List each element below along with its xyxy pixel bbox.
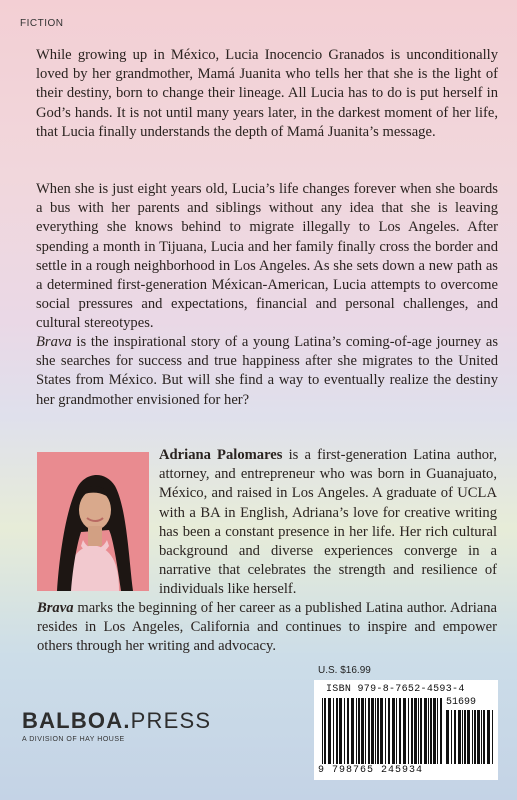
barcode-bar (339, 698, 342, 764)
barcode-bar (472, 710, 473, 764)
barcode-bar (430, 698, 432, 764)
book-title-bio: Brava (37, 600, 74, 616)
barcode-bar (396, 698, 397, 764)
barcode-bar (368, 698, 370, 764)
isbn-text: ISBN 979-8-7652-4593-4 (326, 684, 465, 695)
barcode-bar (328, 698, 331, 764)
barcode-bar (437, 698, 438, 764)
barcode-bar (487, 710, 490, 764)
barcode-bar (322, 698, 323, 764)
barcode-bar (440, 698, 442, 764)
barcode-bar (336, 698, 338, 764)
barcode-bar (375, 698, 376, 764)
barcode-bar (420, 698, 422, 764)
publisher-logo (22, 708, 211, 743)
barcode-bar (458, 710, 461, 764)
barcode-bar (433, 698, 436, 764)
barcode-bar (392, 698, 395, 764)
synopsis-paragraph-3-text: is the inspirational story of a young Latina’s coming-of-age journey as she searches for success and true happiness after she migrates to the United States from México. But will she find a way to eventually realize the destiny her grandmother envisioned for her? (36, 334, 498, 408)
barcode-bar (361, 698, 364, 764)
synopsis-paragraph-3 (36, 333, 498, 410)
barcode-bar (324, 698, 326, 764)
barcode-bar (408, 698, 409, 764)
publisher-dot: . (123, 708, 131, 733)
price-label: U.S. $16.99 (318, 665, 371, 676)
barcode-bar (351, 698, 354, 764)
book-title: Brava (36, 334, 72, 350)
barcode-bar (411, 698, 413, 764)
barcode-bar (477, 710, 480, 764)
publisher-name-bold: BALBOA (22, 708, 124, 733)
author-name: Adriana Palomares (159, 447, 283, 463)
addon-bars (446, 710, 494, 764)
barcode-bar (446, 710, 449, 764)
barcode-bar (424, 698, 427, 764)
barcode-bar (385, 698, 386, 764)
barcode-bar (414, 698, 417, 764)
barcode-bar (454, 710, 456, 764)
synopsis-paragraph-2: When she is just eight years old, Lucia’s life changes forever when she boards a bus with her parents and siblings without any idea that she is leaving everything she knows behind to migrate illegally to Los Angeles. After spending a month in Tijuana, Lucia and her family finally cross the border and settle in a rough neighborhood in Los Angeles. As she sets down a new path as a determined first-generation Méxican-American, Lucia attempts to overcome social pressures and expectations, financial and personal challenges, and cultural stereotypes. (36, 181, 498, 332)
barcode-bar (474, 710, 476, 764)
author-bio-continued (37, 599, 497, 657)
barcode-bar (403, 698, 406, 764)
synopsis-paragraph-1: While growing up in México, Lucia Inocencio Granados is unconditionally loved by her grandmother, Mamá Juanita who tells her that she is the light of their destiny, born to change their lineage. All Lucia has to do is put herself in God’s hands. It is not until many years later, in the darkest moment of her life, that Lucia finally understands the depth of Mamá Juanita’s message. (36, 47, 498, 140)
barcode-bar (344, 698, 345, 764)
barcode-bar (371, 698, 374, 764)
publisher-tagline: A DIVISION OF HAY HOUSE (22, 736, 125, 743)
author-bio (159, 446, 497, 600)
barcode-bar (365, 698, 366, 764)
barcode-bar (418, 698, 419, 764)
barcode-bar (347, 698, 349, 764)
barcode-bar (388, 698, 390, 764)
barcode-bar (358, 698, 360, 764)
barcode-bar (492, 710, 493, 764)
ean-digits: 9 798765 245934 (318, 765, 424, 776)
barcode-bar (483, 710, 485, 764)
barcode-bar (333, 698, 334, 764)
barcode-bar (462, 710, 463, 764)
isbn-barcode (314, 680, 498, 780)
author-bio-continued-text: marks the beginning of her career as a published Latina author. Adriana resides in Los Angeles, California and continues to inspire and empower others through her writing and advocacy. (37, 600, 497, 655)
barcode-bar (380, 698, 383, 764)
author-bio-text: is a first-generation Latina author, attorney, and entrepreneur who was born in Guanajuato, México, and raised in Los Angeles. A graduate of UCLA with a BA in English, Adriana’s love for creative writing has been a constant presence in her life. Her rich cultural background and diverse experiences converge in a narrative that celebrates the strength and resilience of individuals like herself. (159, 447, 497, 598)
genre-label: FICTION (20, 18, 64, 29)
barcode-bar (451, 710, 452, 764)
barcode-bar (399, 698, 401, 764)
author-portrait-illustration (37, 452, 149, 591)
barcode-bar (428, 698, 429, 764)
author-photo (37, 452, 149, 591)
barcode-bar (481, 710, 482, 764)
barcode-bar (377, 698, 379, 764)
barcode-bar (464, 710, 466, 764)
ean-bars (322, 698, 442, 764)
price-code: 51699 (446, 697, 477, 708)
publisher-name-thin: PRESS (130, 708, 212, 733)
barcode-bar (467, 710, 470, 764)
barcode-bar (356, 698, 357, 764)
